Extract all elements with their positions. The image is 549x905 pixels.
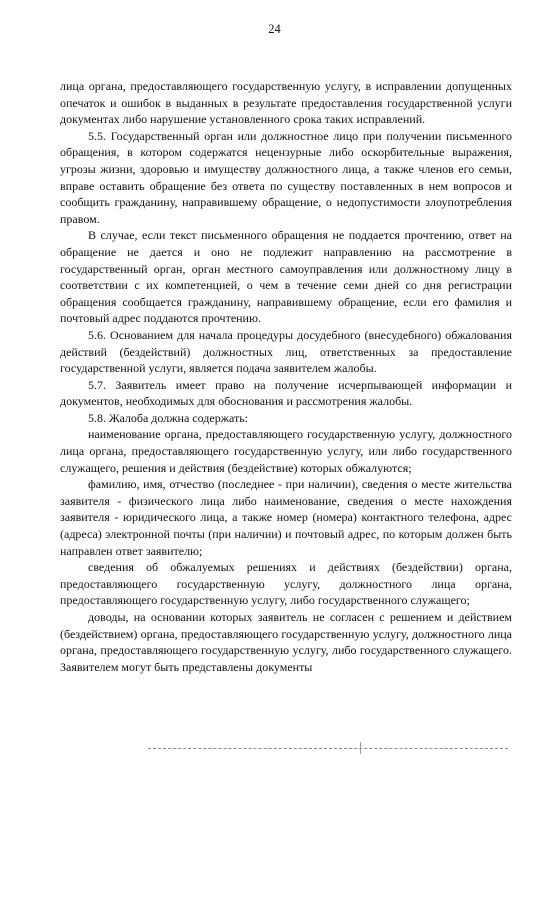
paragraph: В случае, если текст письменного обращения не поддается прочтению, ответ на обращение не дается и оно не подлежит направлению на рассмотрение в государственный орган, орган местного самоуправления или должностному лицу в соответствии с их компетенцией, о чем в течение семи дней со дня регистрации обращения сообщается гражданину, направившему обращение, если его фамилия и почтовый адрес поддаются прочтению. — [60, 228, 512, 326]
body-text — [60, 78, 512, 675]
paragraph: фамилию, имя, отчество (последнее - при наличии), сведения о месте жительства заявителя - физического лица либо наименование, сведения о месте нахождения заявителя - юридического лица, а также номер (номера) контактного телефона, адрес (адреса) электронной почты (при наличии) и почтовый адрес, по которым должен быть направлен ответ заявителю; — [60, 477, 512, 558]
paragraph: 5.6. Основанием для начала процедуры досудебного (внесудебного) обжалования действий (бездействий) должностных лиц, ответственных за предоставление государственной услуги, является подача заявителем жалобы. — [60, 327, 512, 376]
footer-tick-mark — [360, 742, 361, 754]
paragraph: 5.8. Жалоба должна содержать: — [88, 410, 249, 425]
paragraph: 5.5. Государственный орган или должностное лицо при получении письменного обращения, в котором содержатся нецензурные либо оскорбительные выражения, угрозы жизни, здоровью и имуществу должностного лица, а также членов его семьи, вправе оставить обращение без ответа по существу поставленных в нем вопросов и сообщить гражданину, направившему обращение, о недопустимости злоупотребления правом. — [60, 128, 512, 226]
paragraph: наименование органа, предоставляющего государственную услугу, должностного лица органа, предоставляющего государственную услугу, или либо государственного служащего, решения и действия (бездействие) которых обжалуются; — [60, 427, 512, 475]
paragraph: доводы, на основании которых заявитель не согласен с решением и действием (бездействием) органа, предоставляющего государственную услугу, должностного лица органа, предоставляющего государственную услугу, либо государственного служащего. Заявителем могут быть представлены документы — [60, 610, 512, 674]
paragraph: лица органа, предоставляющего государственную услугу, в исправлении допущенных опечаток и ошибок в выданных в результате предоставления государственной услуги документах либо нарушение установленного срока таких исправлений. — [60, 79, 512, 127]
paragraph: сведения об обжалуемых решениях и действиях (бездействии) органа, предоставляющего государственную услугу, должностного лица органа, предоставляющего государственную услугу, либо государственного служащего; — [60, 560, 512, 608]
page-number: 24 — [268, 22, 281, 36]
footer-divider — [148, 748, 508, 749]
paragraph: 5.7. Заявитель имеет право на получение исчерпывающей информации и документов, необходимых для обоснования и рассмотрения жалобы. — [60, 377, 512, 409]
